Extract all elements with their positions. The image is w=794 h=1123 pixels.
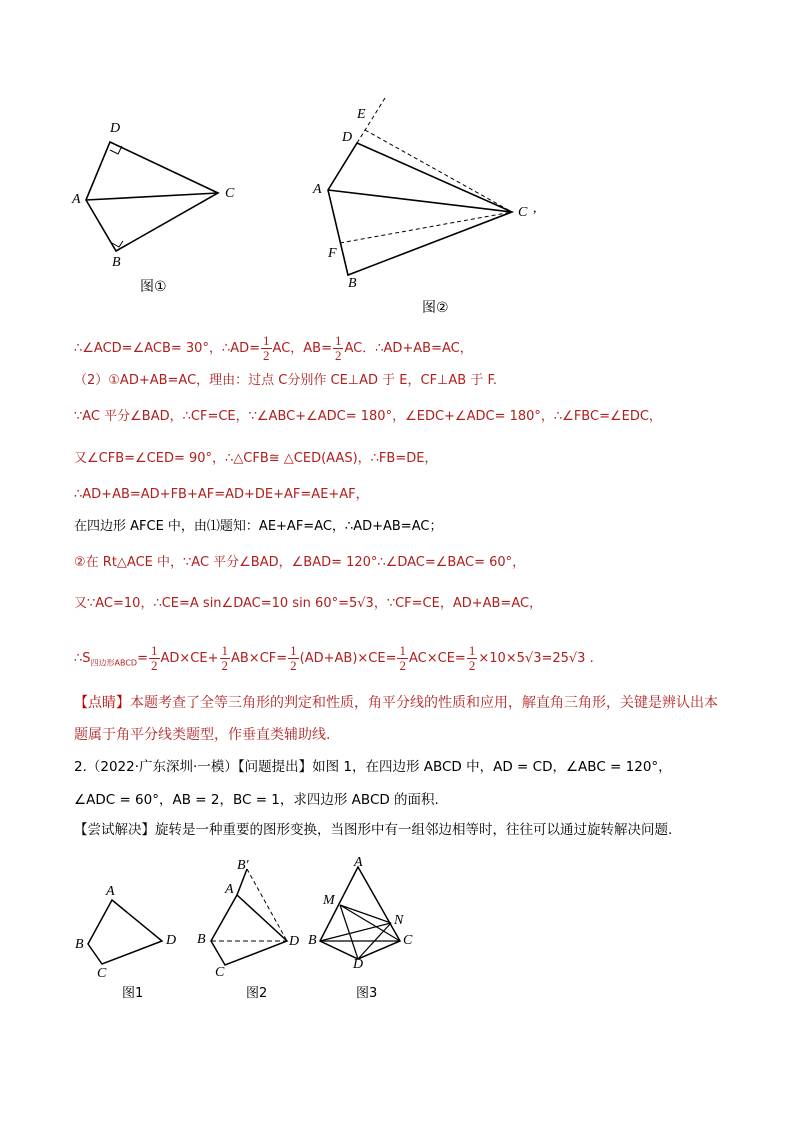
fraction: $\frac{1}{2}$ (221, 643, 228, 673)
sf3-point-C: C (403, 933, 413, 948)
fig2-point-B: B (348, 276, 357, 291)
fig1-point-B: B (112, 255, 121, 270)
fraction: $\frac{1}{2}$ (263, 333, 270, 363)
sf2-point-C: C (215, 965, 225, 980)
small-figure-2 (195, 855, 315, 980)
fig1-point-C: C (225, 186, 235, 201)
sf2-point-B-prime: B′ (237, 858, 249, 873)
small-figure-1-caption: 图1 (122, 986, 144, 1001)
fig2-point-D: D (342, 130, 353, 145)
solution-line-5: ∴AD+AB=AD+FB+AF=AD+DE+AF=AE+AF， (74, 487, 369, 502)
sf1-point-D: D (166, 933, 177, 948)
solution-line-8: 又∵AC=10，∴CE=A sin∠DAC=10 sin 60°=5√3，∵CF=CE，AD+AB=AC， (74, 596, 543, 611)
sf1-point-A: A (106, 884, 115, 899)
fig1-point-D: D (110, 121, 121, 136)
fig2-point-F: F (328, 246, 337, 261)
sf1-point-B: B (75, 937, 84, 952)
problem-2-line-3: 【尝试解决】旋转是一种重要的图形变换，当图形中有一组邻边相等时，往往可以通过旋转解决问题. (74, 822, 673, 838)
solution-line-2: （2）①AD+AB=AC，理由：过点 C分别作 CE⊥AD 于 E，CF⊥AB 于 F. (74, 373, 497, 388)
fig2-comma: , (533, 201, 537, 216)
sf3-point-N: N (394, 913, 404, 928)
sf3-point-B: B (308, 933, 317, 948)
comment-line-2: 题属于角平分线类题型，作垂直类辅助线. (74, 727, 331, 743)
sf2-point-A: A (225, 882, 234, 897)
fig1-point-A: A (72, 192, 81, 207)
fraction: $\frac{1}{2}$ (468, 643, 476, 673)
solution-line-6: 在四边形 AFCE 中，由⑴题知：AE+AF=AC，∴AD+AB=AC； (74, 519, 443, 534)
fraction: $\frac{1}{2}$ (151, 643, 158, 673)
solution-line-7: ②在 Rt△ACE 中，∵AC 平分∠BAD，∠BAD= 120°∴∠DAC=∠BAC= 60°， (74, 555, 526, 570)
solution-block (74, 0, 754, 760)
figure-2-caption: 图② (422, 300, 449, 316)
sf3-point-A: A (354, 855, 363, 870)
fraction: $\frac{1}{2}$ (399, 643, 406, 673)
sf1-point-C: C (97, 966, 107, 981)
small-figure-3-caption: 图3 (356, 986, 378, 1001)
figure-1-caption: 图① (140, 279, 167, 295)
solution-line-1: ∴∠ACD=∠ACB= 30°，∴AD= $\frac{1}{2}$ AC，AB= $\frac{1}{2}$ AC．∴AD+AB=AC， (74, 333, 473, 363)
sf3-point-M: M (323, 893, 335, 908)
solution-line-4: 又∠CFB=∠CED= 90°，∴△CFB≅ △CED(AAS)，∴FB=DE， (74, 451, 438, 466)
solution-line-3: ∵AC 平分∠BAD，∴CF=CE，∵∠ABC+∠ADC= 180°，∠EDC+∠ADC= 180°，∴∠FBC=∠EDC， (74, 409, 662, 424)
sf2-point-B: B (197, 932, 206, 947)
fig2-point-E: E (357, 107, 366, 122)
problem-2 (74, 757, 754, 847)
fig2-point-A: A (313, 182, 322, 197)
fraction: $\frac{1}{2}$ (334, 333, 342, 363)
sf2-point-D: D (289, 934, 300, 949)
small-figure-2-caption: 图2 (246, 986, 268, 1001)
comment-line-1: 【点睛】本题考查了全等三角形的判定和性质，角平分线的性质和应用，解直角三角形，关键是辨认出本 (74, 695, 718, 711)
fig2-point-C: C (518, 205, 528, 220)
problem-2-line-1: 2.（2022·广东深圳·一模）【问题提出】如图 1，在四边形 ABCD 中，AD = CD，∠ABC = 120°， (74, 759, 672, 775)
sf3-point-D: D (353, 957, 364, 972)
small-figure-1 (80, 890, 180, 980)
fraction: $\frac{1}{2}$ (290, 643, 297, 673)
solution-line-9: $\therefore S_{四边形ABCD}=$ $\frac{1}{2}$ AD×CE+ $\frac{1}{2}$ AB×CF= $\frac{1}{2}$ (AD+AB)×CE= $\frac{1}{2}$ AC×CE= $\frac{1}{2}$ ×10×5√3=25√3 . (74, 643, 594, 673)
problem-2-line-2: ∠ADC = 60°，AB = 2，BC = 1，求四边形 ABCD 的面积. (74, 792, 439, 808)
small-figure-3 (310, 855, 430, 980)
